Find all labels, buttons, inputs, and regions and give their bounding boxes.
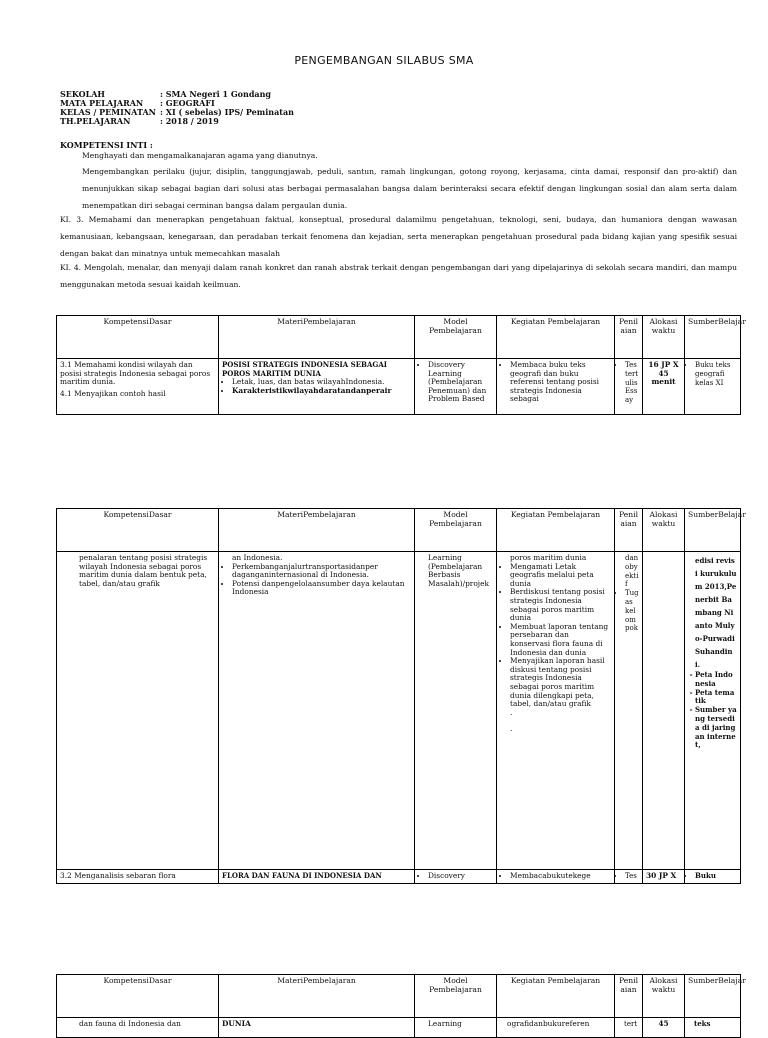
materi-title: POSISI STRATEGIS INDONESIA SEBAGAI POROS MARITIM DUNIA <box>222 360 388 378</box>
cell-model: Learning (Pembelajaran Berbasis Masalah)/projek <box>415 552 497 870</box>
kegiatan-item: • Membuat laporan tentang persebaran dan konservasi flora fauna di Indonesia dan dunia <box>510 623 611 657</box>
kegiatan-item: • Menyajikan laporan hasil diskusi tentang posisi strategis Indonesia sebagai poros maritim dunia dilengkapi peta, tabel, dan/atau grafik <box>510 657 611 709</box>
meta-row-tahun <box>60 117 294 126</box>
kegiatan-item: • Mengamati Letak geografis melalui peta dunia <box>510 563 611 589</box>
sumber-top: edisi revisi kurukulum 2013,Penerbit Bambang Nianto Mulyo-Purwadi Suhandini. <box>695 556 737 669</box>
cell-kegiatan <box>497 359 615 415</box>
ki-heading: KOMPETENSI INTI : <box>60 140 153 150</box>
cell-penilaian <box>615 870 643 884</box>
materi-item: • Potensi danpengelolaansumber daya kelautan Indonesia <box>232 580 411 597</box>
header-kegiatan: Kegiatan Pembelajaran <box>497 509 615 552</box>
cell-alokasi: 30 JP X <box>643 870 685 884</box>
cell-model <box>415 359 497 415</box>
header-penilaian: Penilaian <box>615 509 643 552</box>
cell-kegiatan <box>497 552 615 870</box>
header-kd: KompetensiDasar <box>57 316 219 359</box>
header-kd: KompetensiDasar <box>57 509 219 552</box>
materi-item: • Letak, luas, dan batas wilayahIndonesia. <box>232 378 411 387</box>
header-kegiatan: Kegiatan Pembelajaran <box>497 975 615 1018</box>
cell-kegiatan <box>497 870 615 884</box>
cell-kd <box>57 359 219 415</box>
meta-value: : SMA Negeri 1 Gondang <box>160 89 272 99</box>
cell-sumber <box>685 870 741 884</box>
cell-penilaian: tert <box>615 1018 643 1038</box>
header-kd: KompetensiDasar <box>57 975 219 1018</box>
kegiatan-item: • Membaca buku teks geografi dan buku referensi tentang posisi strategis Indonesia sebagai <box>510 361 611 404</box>
header-model: Model Pembelajaran <box>415 316 497 359</box>
header-model: Model Pembelajaran <box>415 509 497 552</box>
header-sumber: SumberBelajar <box>685 316 741 359</box>
header-model: Model Pembelajaran <box>415 975 497 1018</box>
header-alokasi: Alokasi waktu <box>643 509 685 552</box>
cell-materi <box>219 359 415 415</box>
materi-item: • Karakteristikwilayahdaratandanperair <box>232 387 411 396</box>
cell-alokasi: 16 JP X 45 menit <box>643 359 685 415</box>
syllabus-table-2 <box>56 508 746 884</box>
kd-text: 3.1 Memahami kondisi wilayah dan posisi strategis Indonesia sebagai poros maritim dunia. <box>60 360 211 387</box>
ki1-text: Menghayati dan mengamalkanajaran agama yang dianutnya. <box>82 151 318 160</box>
syllabus-table-1 <box>56 315 746 415</box>
model-item: • Discovery <box>428 872 493 881</box>
cell-model: Learning <box>415 1018 497 1038</box>
cell-alokasi <box>643 552 685 870</box>
meta-label: MATA PELAJARAN <box>60 98 144 108</box>
penilaian-item: • Tes <box>625 872 639 881</box>
cell-alokasi: 45 <box>643 1018 685 1038</box>
sumber-item: • Buku <box>695 872 737 881</box>
sumber-item: - Peta Indonesia <box>695 671 737 689</box>
kegiatan-top: poros maritim dunia <box>510 553 587 562</box>
cell-kd: dan fauna di Indonesia dan <box>57 1018 219 1038</box>
cell-materi <box>219 552 415 870</box>
cell-sumber <box>685 552 741 870</box>
kegiatan-dot: . <box>510 707 513 717</box>
header-penilaian: Penilaian <box>615 975 643 1018</box>
syllabus-table-3 <box>56 974 746 1038</box>
meta-label: KELAS / PEMINATAN <box>60 107 156 117</box>
kegiatan-dot: . <box>510 724 513 734</box>
materi-top: an Indonesia. <box>232 553 283 562</box>
sumber-item: - Peta tematik <box>695 689 737 707</box>
meta-block <box>60 90 294 126</box>
header-alokasi: Alokasi waktu <box>643 316 685 359</box>
penilaian-top: dan obyektif <box>625 554 639 589</box>
ki4-text: KI. 4. Mengolah, menalar, dan menyaji dalam ranah konkret dan ranah abstrak terkait dengan pengembangan dari yang dipelajarinya di sekolah secara mandiri, dan mampu menggunakan metoda sesuai kaidah keilmuan. <box>60 263 737 289</box>
meta-value: : XI ( sebelas) IPS/ Peminatan <box>160 107 294 117</box>
ki3-body: KI. 3. Memahami dan menerapkan pengetahuan faktual, konseptual, prosedural dalamilmu pengetahuan, teknologi, seni, budaya, dan humaniora dengan wawasan kemanusiaan, kebangsaan, kenegaraan, dan peradaban terkait fenomena dan kejadian, serta menerapkan pengetahuan prosedural pada bidang kajian yang spesifik sesuai dengan bakat dan minatnya untuk memecahkan masalah <box>60 215 737 258</box>
header-sumber: SumberBelajar <box>685 975 741 1018</box>
header-alokasi: Alokasi waktu <box>643 975 685 1018</box>
page-title: PENGEMBANGAN SILABUS SMA <box>294 54 474 67</box>
header-sumber: SumberBelajar <box>685 509 741 552</box>
cell-penilaian <box>615 359 643 415</box>
header-materi: MateriPembelajaran <box>219 316 415 359</box>
kegiatan-item: • Membacabukutekege <box>510 872 611 881</box>
cell-kegiatan: ografidanbukureferen <box>497 1018 615 1038</box>
sumber-item: • Buku teks geografi kelas XI <box>695 361 737 387</box>
meta-label: SEKOLAH <box>60 89 105 99</box>
meta-label: TH.PELAJARAN <box>60 116 131 126</box>
sumber-item: - Sumber yang tersedia di jaringan internet, <box>695 706 737 750</box>
cell-model <box>415 870 497 884</box>
penilaian-item: • Tugas kelompok <box>625 589 639 633</box>
kegiatan-item: • Berdiskusi tentang posisi strategis Indonesia sebagai poros maritim dunia <box>510 588 611 622</box>
header-kegiatan: Kegiatan Pembelajaran <box>497 316 615 359</box>
model-item: • Discovery Learning (Pembelajaran Penemuan) dan Problem Based <box>428 361 493 404</box>
cell-penilaian <box>615 552 643 870</box>
cell-kd: 3.2 Menganalisis sebaran flora <box>57 870 219 884</box>
meta-value: : GEOGRAFI <box>160 98 215 108</box>
cell-materi: FLORA DAN FAUNA DI INDONESIA DAN <box>219 870 415 884</box>
cell-materi: DUNIA <box>219 1018 415 1038</box>
ki3-text <box>60 211 737 262</box>
cell-kd: penalaran tentang posisi strategis wilayah Indonesia sebagai poros maritim dunia dalam bentuk peta, tabel, dan/atau grafik <box>57 552 219 870</box>
materi-item: • Perkembanganjalurtransportasidanper daganganinternasional di Indonesia. <box>232 563 411 580</box>
ki2-text: Mengembangkan perilaku (jujur, disiplin, tanggungjawab, peduli, santun, ramah lingkungan, gotong royong, kerjasama, cinta damai, responsif dan pro-aktif) dan menunjukkan sikap sebagai bagian dari solusi atas berbagai permasalahan bangsa dalam berinteraksi secara efektif dengan lingkungan sosial dan alam serta dalam menempatkan diri sebagai cerminan bangsa dalam pergaulan dunia. <box>82 167 737 210</box>
penilaian-item: • Tes tertulis Essay <box>625 361 639 405</box>
meta-value: : 2018 / 2019 <box>160 116 219 126</box>
cell-sumber: teks <box>685 1018 741 1038</box>
header-penilaian: Penilaian <box>615 316 643 359</box>
header-materi: MateriPembelajaran <box>219 509 415 552</box>
header-materi: MateriPembelajaran <box>219 975 415 1018</box>
cell-sumber <box>685 359 741 415</box>
kd-text-2: 4.1 Menyajikan contoh hasil <box>60 388 166 398</box>
